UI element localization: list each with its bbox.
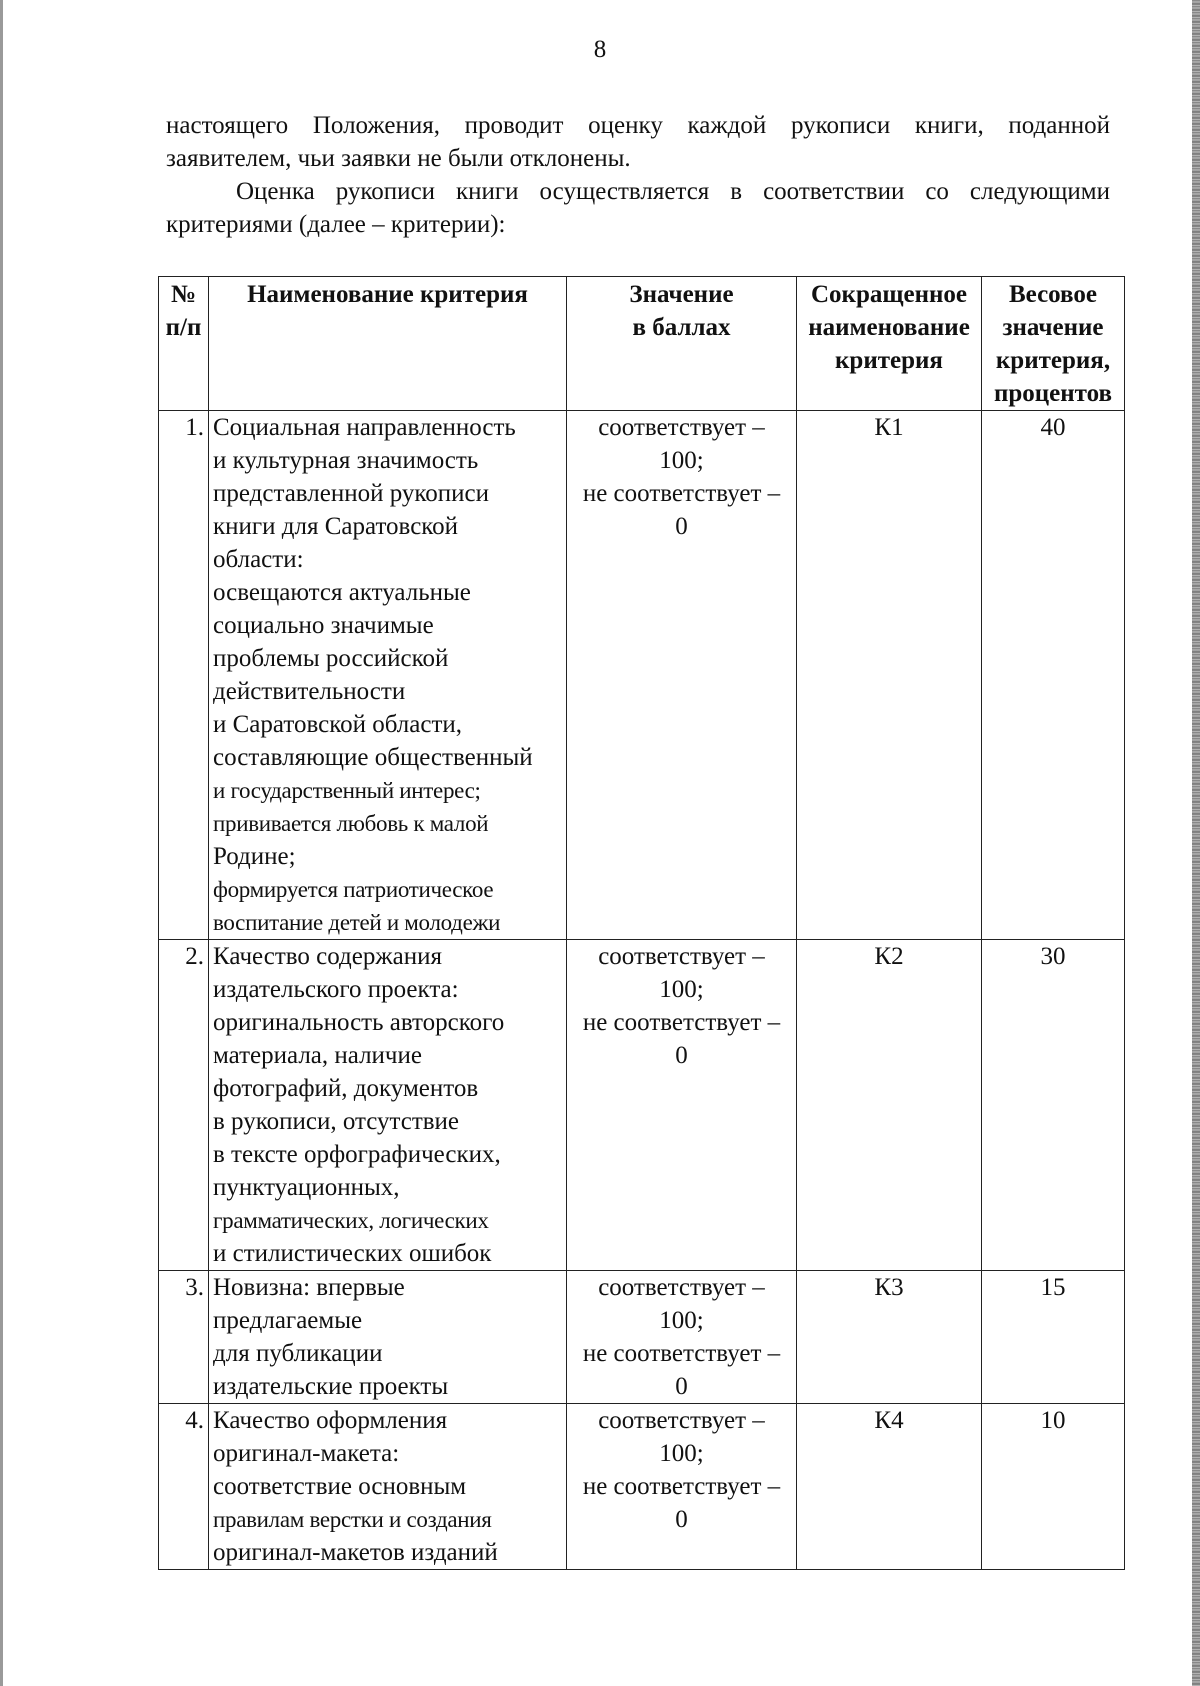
page-number: 8	[593, 36, 607, 63]
criterion-name-line: фотографий, документов	[213, 1075, 479, 1102]
criterion-name-line: в рукописи, отсутствие	[213, 1108, 460, 1135]
points-value-line: соответствует –	[598, 943, 765, 970]
criterion-name-line: оригинал-макетов изданий	[213, 1539, 498, 1566]
criterion-name-line: грамматических, логических	[213, 1208, 489, 1233]
criterion-name-line: области:	[213, 546, 304, 573]
row-number: 2.	[159, 940, 209, 1271]
points-value	[567, 940, 797, 1271]
points-value-line: 0	[675, 1373, 688, 1400]
criterion-name-line: издательского проекта:	[213, 976, 459, 1003]
short-name: К2	[797, 940, 982, 1271]
intro-text	[166, 109, 1110, 241]
points-value-line: не соответствует –	[582, 1340, 781, 1367]
points-value-line: 0	[675, 1042, 688, 1069]
points-value-line: не соответствует –	[582, 480, 781, 507]
points-value-line: 100;	[659, 1440, 704, 1467]
weight-value: 40	[982, 411, 1125, 940]
points-value	[567, 1404, 797, 1570]
criterion-name-line: формируется патриотическое	[213, 877, 494, 902]
short-name: К4	[797, 1404, 982, 1570]
table-row	[159, 1404, 1125, 1570]
criterion-name-line: издательские проекты	[213, 1373, 449, 1400]
points-value-line: 100;	[659, 976, 704, 1003]
header-criterion-name: Наименование критерия	[209, 277, 567, 411]
points-value-line: соответствует –	[598, 1407, 765, 1434]
scan-edge-left	[0, 0, 3, 1686]
points-value-line: соответствует –	[598, 1274, 765, 1301]
criterion-name-line: социально значимые	[213, 612, 434, 639]
criterion-name	[209, 411, 567, 940]
criterion-name-line: и культурная значимость	[213, 447, 479, 474]
criterion-name-line: действительности	[213, 678, 406, 705]
row-number: 1.	[159, 411, 209, 940]
intro-paragraph-1: настоящего Положения, проводит оценку каждой рукописи книги, поданной заявителем, чьи заявки не были отклонены.	[166, 112, 1110, 172]
criteria-table	[158, 276, 1125, 1570]
points-value-line: соответствует –	[598, 414, 765, 441]
table-header-row	[159, 277, 1125, 411]
table-row	[159, 411, 1125, 940]
intro-paragraph-2: Оценка рукописи книги осуществляется в соответствии со следующими критериями (далее – критерии):	[166, 178, 1110, 238]
criterion-name-line: и государственный интерес;	[213, 778, 481, 803]
criterion-name-line: освещаются актуальные	[213, 579, 471, 606]
criterion-name-line: Социальная направленность	[213, 414, 516, 441]
header-points-value: Значение в баллах	[567, 277, 797, 411]
points-value-line: 0	[675, 513, 688, 540]
criterion-name-line: соответствие основным	[213, 1473, 467, 1500]
points-value	[567, 1271, 797, 1404]
points-value-line: 100;	[659, 1307, 704, 1334]
criterion-name-line: Качество содержания	[213, 943, 442, 970]
criterion-name-line: Родине;	[213, 843, 296, 870]
points-value-line: 0	[675, 1506, 688, 1533]
weight-value: 10	[982, 1404, 1125, 1570]
criterion-name-line: оригинал-макета:	[213, 1440, 400, 1467]
row-number: 4.	[159, 1404, 209, 1570]
criterion-name-line: правилам верстки и создания	[213, 1507, 492, 1532]
header-weight: Весовое значение критерия, процентов	[982, 277, 1125, 411]
short-name: К1	[797, 411, 982, 940]
criterion-name-line: воспитание детей и молодежи	[213, 910, 501, 935]
weight-value: 30	[982, 940, 1125, 1271]
criterion-name-line: и стилистических ошибок	[213, 1240, 492, 1267]
criterion-name-line: Качество оформления	[213, 1407, 448, 1434]
short-name: К3	[797, 1271, 982, 1404]
scan-edge-right	[1192, 0, 1200, 1686]
criterion-name-line: пунктуационных,	[213, 1174, 400, 1201]
weight-value: 15	[982, 1271, 1125, 1404]
header-short-name: Сокращенное наименование критерия	[797, 277, 982, 411]
criterion-name-line: оригинальность авторского	[213, 1009, 505, 1036]
criterion-name	[209, 1404, 567, 1570]
criteria-table-body	[159, 411, 1125, 1570]
row-number: 3.	[159, 1271, 209, 1404]
criterion-name-line: проблемы российской	[213, 645, 449, 672]
points-value-line: не соответствует –	[582, 1009, 781, 1036]
table-row	[159, 1271, 1125, 1404]
criterion-name	[209, 1271, 567, 1404]
criterion-name-line: для публикации	[213, 1340, 383, 1367]
criterion-name-line: составляющие общественный	[213, 744, 533, 771]
criterion-name-line: представленной рукописи	[213, 480, 490, 507]
criterion-name-line: материала, наличие	[213, 1042, 422, 1069]
points-value	[567, 411, 797, 940]
criterion-name-line: книги для Саратовской	[213, 513, 459, 540]
criterion-name-line: прививается любовь к малой	[213, 811, 489, 836]
criterion-name-line: и Саратовской области,	[213, 711, 463, 738]
criterion-name-line: в тексте орфографических,	[213, 1141, 501, 1168]
table-row	[159, 940, 1125, 1271]
points-value-line: не соответствует –	[582, 1473, 781, 1500]
header-number: № п/п	[159, 277, 209, 411]
criterion-name	[209, 940, 567, 1271]
criterion-name-line: Новизна: впервые	[213, 1274, 405, 1301]
criterion-name-line: предлагаемые	[213, 1307, 363, 1334]
points-value-line: 100;	[659, 447, 704, 474]
